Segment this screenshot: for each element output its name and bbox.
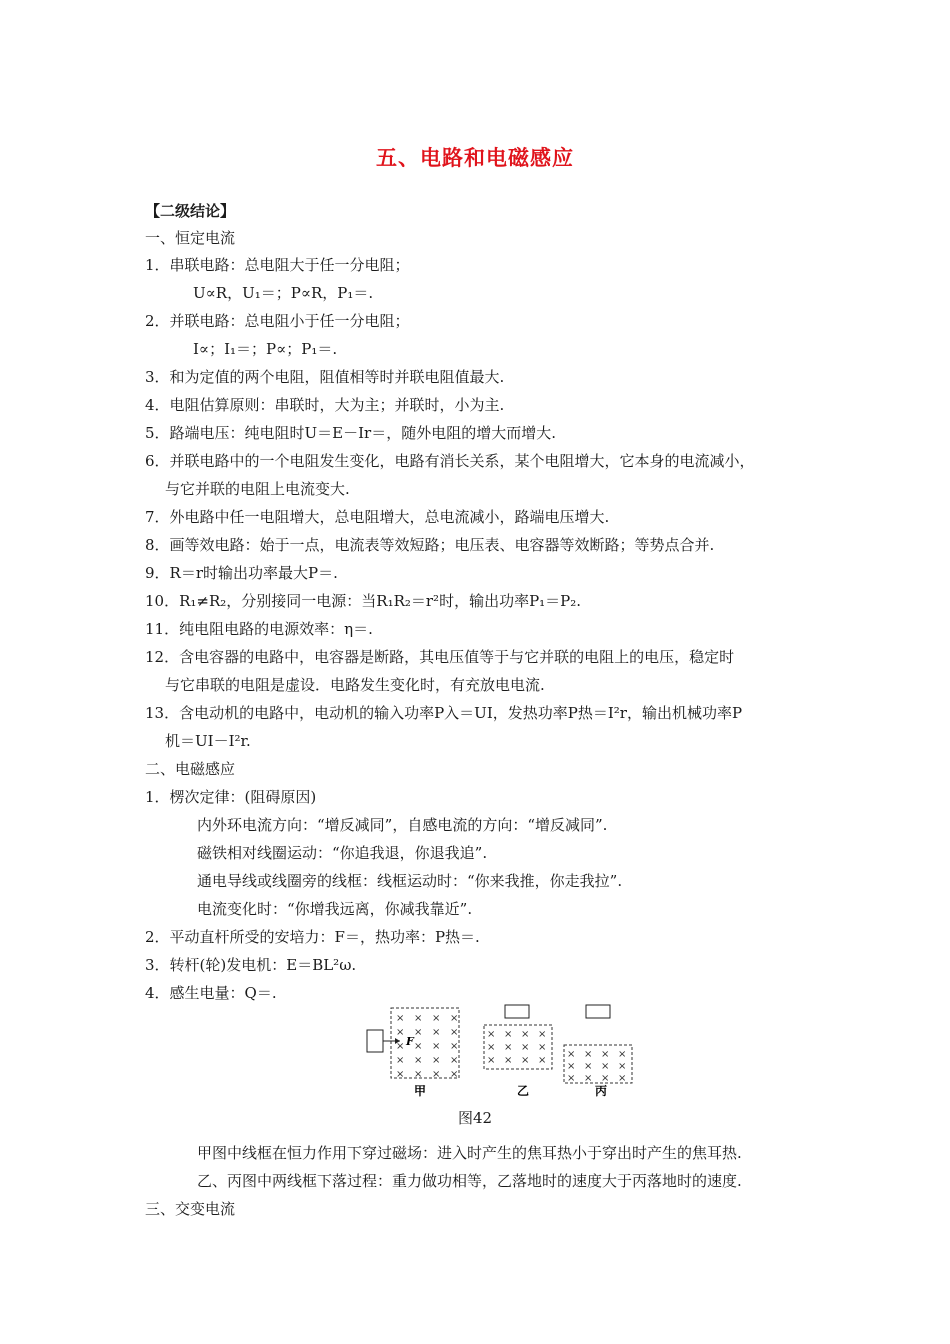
field-mark: × — [414, 1027, 423, 1038]
field-mark: × — [396, 1027, 405, 1038]
field-mark: × — [521, 1029, 530, 1040]
figure-caption: 图42 — [457, 1109, 493, 1127]
field-mark: × — [450, 1069, 459, 1080]
field-mark: × — [567, 1049, 576, 1060]
field-mark: × — [601, 1049, 610, 1060]
field-mark: × — [432, 1055, 441, 1066]
field-mark: × — [450, 1055, 459, 1066]
text-line: 2．并联电路：总电阻小于任一分电阻； — [145, 312, 410, 330]
field-mark: × — [432, 1013, 441, 1024]
coil-yi — [505, 1005, 529, 1018]
field-mark: × — [618, 1073, 627, 1084]
force-label: F — [406, 1035, 414, 1048]
text-line: 三、交变电流 — [145, 1200, 236, 1218]
field-mark: × — [504, 1055, 513, 1066]
field-mark: × — [414, 1041, 423, 1052]
text-line: 通电导线或线圈旁的线框：线框运动时：“你来我推，你走我拉”. — [197, 872, 623, 890]
text-line: 11．纯电阻电路的电源效率：η＝. — [145, 620, 373, 638]
field-mark: × — [432, 1069, 441, 1080]
text-line: 5．路端电压：纯电阻时U＝E－Ir＝，随外电阻的增大而增大. — [145, 424, 557, 442]
field-mark: × — [538, 1042, 547, 1053]
text-line: 3．和为定值的两个电阻，阻值相等时并联电阻值最大. — [145, 368, 505, 386]
figure-diagram — [362, 1000, 642, 1100]
field-mark: × — [487, 1042, 496, 1053]
text-line: 一、恒定电流 — [145, 229, 236, 247]
field-mark: × — [584, 1049, 593, 1060]
text-line: 12．含电容器的电路中，电容器是断路，其电压值等于与它并联的电阻上的电压，稳定时 — [145, 648, 735, 666]
field-mark: × — [618, 1049, 627, 1060]
text-line: 1．串联电路：总电阻大于任一分电阻； — [145, 256, 410, 274]
field-mark: × — [487, 1055, 496, 1066]
text-line: 磁铁相对线圈运动：“你追我退，你退我追”. — [197, 844, 488, 862]
text-line: 13．含电动机的电路中，电动机的输入功率P入＝UI，发热功率P热＝I²r，输出机械功率P — [145, 704, 743, 722]
text-line: 内外环电流方向：“增反减同”，自感电流的方向：“增反减同”. — [197, 816, 608, 834]
field-mark: × — [396, 1055, 405, 1066]
page-title: 五、电路和电磁感应 — [376, 145, 574, 170]
text-line: 10．R₁≠R₂，分别接同一电源：当R₁R₂＝r²时，输出功率P₁＝P₂. — [145, 592, 582, 610]
field-mark: × — [414, 1069, 423, 1080]
text-line: 9．R＝r时输出功率最大P＝. — [145, 564, 338, 582]
field-mark: × — [414, 1055, 423, 1066]
text-line: I∝；I₁＝；P∝；P₁＝. — [193, 340, 338, 358]
text-line: 1．楞次定律：(阻碍原因) — [145, 788, 317, 806]
text-line: 机＝UI－I²r. — [165, 732, 251, 750]
text-line: 与它串联的电阻是虚设．电路发生变化时，有充放电电流. — [165, 676, 545, 694]
field-mark: × — [414, 1013, 423, 1024]
text-line: 8．画等效电路：始于一点，电流表等效短路；电压表、电容器等效断路；等势点合并. — [145, 536, 715, 554]
figure-42 — [362, 1000, 642, 1100]
text-line: 【二级结论】 — [145, 202, 236, 220]
label-bing: 丙 — [595, 1084, 608, 1098]
field-mark: × — [567, 1061, 576, 1072]
field-mark: × — [601, 1061, 610, 1072]
field-mark: × — [504, 1042, 513, 1053]
field-mark: × — [504, 1029, 513, 1040]
text-line: 甲图中线框在恒力作用下穿过磁场：进入时产生的焦耳热小于穿出时产生的焦耳热. — [197, 1144, 742, 1162]
field-mark: × — [396, 1041, 405, 1052]
text-line: 乙、丙图中两线框下落过程：重力做功相等，乙落地时的速度大于丙落地时的速度. — [197, 1172, 742, 1190]
text-line: 6．并联电路中的一个电阻发生变化，电路有消长关系，某个电阻增大，它本身的电流减小， — [145, 452, 755, 470]
text-line: 电流变化时：“你增我远离，你减我靠近”. — [197, 900, 473, 918]
field-mark: × — [396, 1069, 405, 1080]
field-mark: × — [538, 1055, 547, 1066]
field-mark: × — [584, 1061, 593, 1072]
field-mark: × — [521, 1042, 530, 1053]
text-line: 4．电阻估算原则：串联时，大为主；并联时，小为主. — [145, 396, 505, 414]
field-mark: × — [450, 1041, 459, 1052]
field-mark: × — [584, 1073, 593, 1084]
text-line: 3．转杆(轮)发电机：E＝BL²ω. — [145, 956, 357, 974]
field-mark: × — [601, 1073, 610, 1084]
field-mark: × — [432, 1027, 441, 1038]
field-mark: × — [487, 1029, 496, 1040]
field-mark: × — [618, 1061, 627, 1072]
text-line: 2．平动直杆所受的安培力：F＝，热功率：P热＝. — [145, 928, 480, 946]
field-mark: × — [521, 1055, 530, 1066]
label-jia: 甲 — [414, 1084, 427, 1098]
field-mark: × — [450, 1013, 459, 1024]
text-line: 7．外电路中任一电阻增大，总电阻增大，总电流减小，路端电压增大. — [145, 508, 610, 526]
label-yi: 乙 — [517, 1084, 530, 1098]
field-mark: × — [567, 1073, 576, 1084]
text-line: 4．感生电量：Q＝. — [145, 984, 277, 1002]
coil-bing — [586, 1005, 610, 1018]
field-mark: × — [396, 1013, 405, 1024]
field-mark: × — [538, 1029, 547, 1040]
field-mark: × — [450, 1027, 459, 1038]
text-line: 与它并联的电阻上电流变大. — [165, 480, 350, 498]
text-line: 二、电磁感应 — [145, 760, 236, 778]
field-mark: × — [432, 1041, 441, 1052]
coil-jia — [367, 1030, 383, 1052]
text-line: U∝R，U₁＝；P∝R，P₁＝. — [193, 284, 374, 302]
